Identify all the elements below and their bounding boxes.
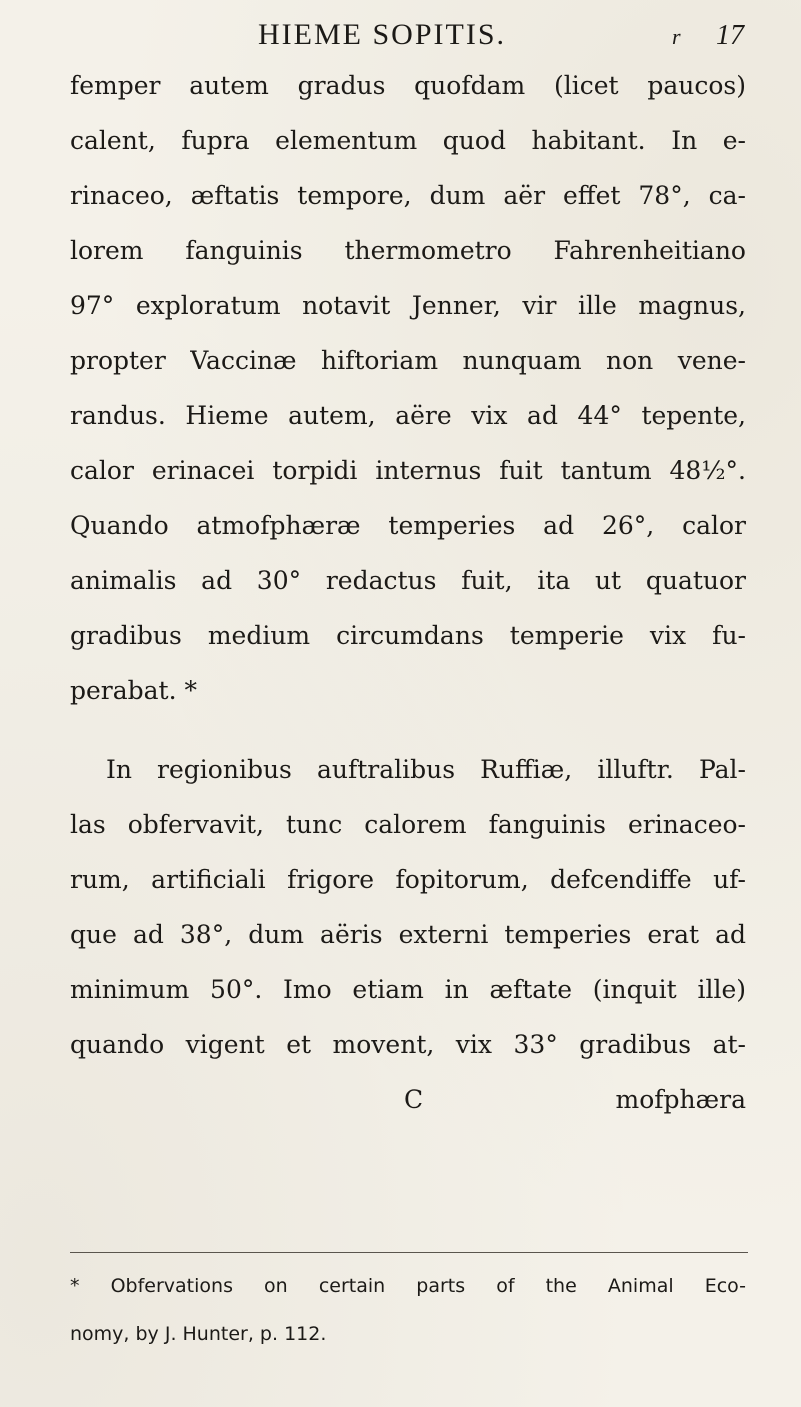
paragraph-1 (70, 58, 746, 718)
paragraph-2 (70, 742, 746, 1072)
page-number: 17 (716, 20, 744, 51)
text-line: Quando atmofphæræ temperies ad 26°, calor (70, 511, 746, 540)
footnote-line: nomy, by J. Hunter, p. 112. (70, 1323, 327, 1345)
text-line: 97° exploratum notavit Jenner, vir ille magnus, (70, 291, 746, 320)
footnote-line: * Obfervations on certain parts of the Animal Eco- (70, 1275, 746, 1297)
text-line: calent, fupra elementum quod habitant. In e- (70, 126, 746, 155)
text-line: rum, artificiali frigore fopitorum, defcendiffe uf- (70, 865, 746, 894)
signature-letter: C (404, 1085, 424, 1114)
footnote (70, 1262, 746, 1358)
text-line: las obfervavit, tunc calorem fanguinis erinaceo- (70, 810, 746, 839)
text-line: calor erinacei torpidi internus fuit tantum 48½°. (70, 456, 746, 485)
footnote-rule (70, 1252, 748, 1253)
page-header (0, 18, 801, 54)
text-line: rinaceo, æftatis tempore, dum aër effet 78°, ca- (70, 181, 746, 210)
text-line: propter Vaccinæ hiftoriam nunquam non vene- (70, 346, 746, 375)
text-line: femper autem gradus quofdam (licet paucos) (70, 71, 746, 100)
text-line: animalis ad 30° redactus fuit, ita ut quatuor (70, 566, 746, 595)
catchword-line (70, 1072, 746, 1127)
text-line: randus. Hieme autem, aëre vix ad 44° tepente, (70, 401, 746, 430)
text-line: minimum 50°. Imo etiam in æftate (inquit ille) (70, 975, 746, 1004)
text-line: lorem fanguinis thermometro Fahrenheitiano (70, 236, 746, 265)
catchword: mofphæra (615, 1085, 746, 1114)
text-line: que ad 38°, dum aëris externi temperies erat ad (70, 920, 746, 949)
body-text (70, 58, 746, 1127)
paragraph-gap (70, 718, 746, 742)
running-title: HIEME SOPITIS. (258, 18, 507, 51)
text-line: quando vigent et movent, vix 33° gradibus at- (70, 1030, 746, 1059)
signature-mark: r (672, 24, 681, 49)
text-line: gradibus medium circumdans temperie vix fu- (70, 621, 746, 650)
text-line: perabat. * (70, 676, 198, 705)
text-line: In regionibus auftralibus Ruffiæ, illuftr. Pal- (106, 755, 746, 784)
